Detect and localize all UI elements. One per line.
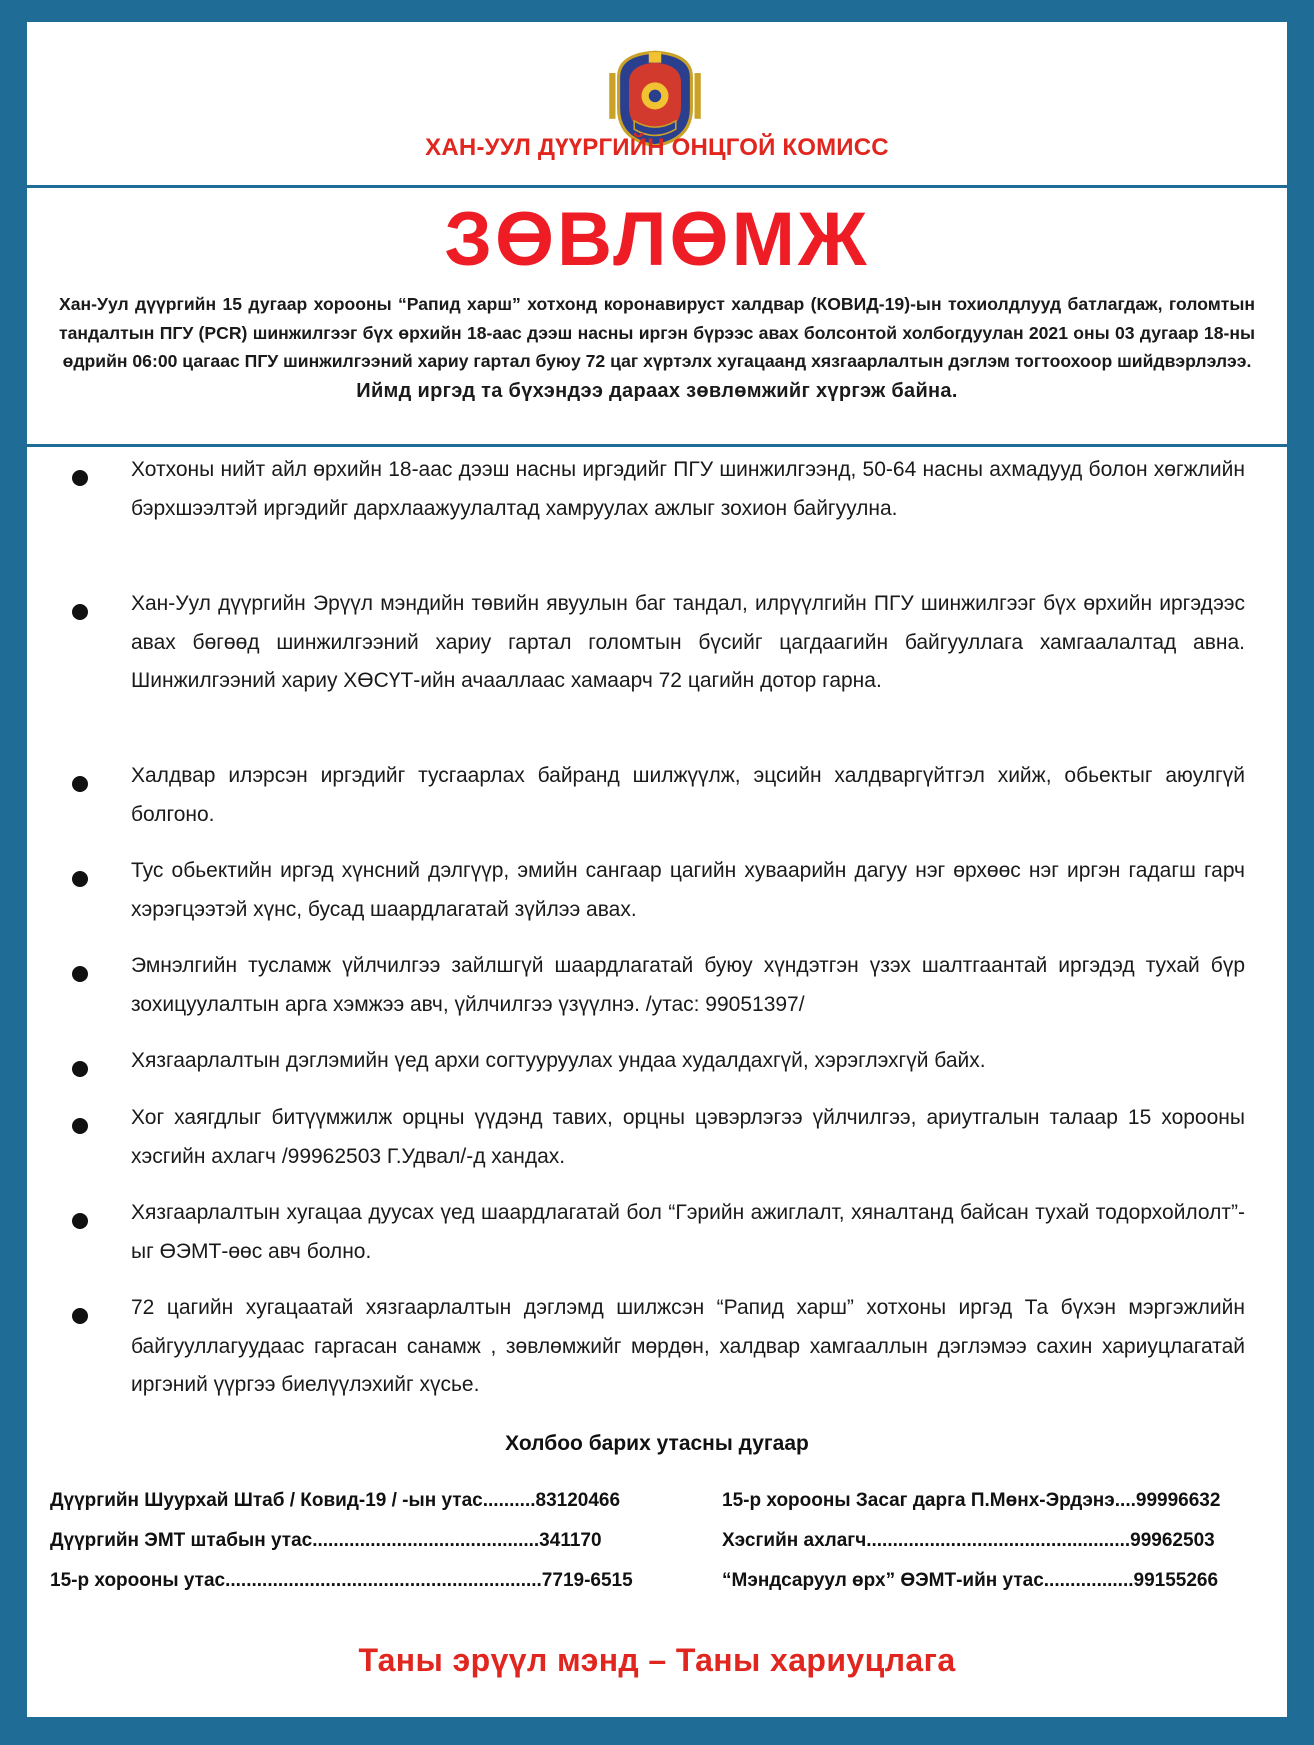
advice-text: 72 цагийн хугацаатай хязгаарлалтын дэглэмд шилжсэн “Рапид харш” хотхоны иргэд Та бүхэн мэргэжлийн байгууллагуудаас гаргасан санамж , зөвлөмжийг мөрдөн, халдвар хамгааллын дэглэмээ сахин хариуцлагатай иргэний үүргээ биелүүлэхийг хүсье. — [131, 1296, 1245, 1397]
contacts-title: Холбоо барих утасны дугаар — [505, 1432, 809, 1455]
intro-section — [27, 188, 1287, 447]
commission-name: ХАН-УУЛ ДҮҮРГИЙН ОНЦГОЙ КОМИСС — [425, 134, 889, 161]
bullet-icon — [72, 470, 88, 486]
advice-text: Халдвар илэрсэн иргэдийг тусгаарлах байранд шилжүүлж, эцсийн халдваргүйтгэл хийж, обьектыг аюулгүй болгоно. — [131, 764, 1245, 826]
bullet-icon — [72, 1308, 88, 1324]
contact-line: 15-р хорооны Засаг дарга П.Мөнх-Эрдэнэ....99996632 — [722, 1490, 1221, 1511]
bullet-icon — [72, 871, 88, 887]
contact-line: Хэсгийн ахлагч..................................................99962503 — [722, 1530, 1215, 1551]
advisory-poster — [27, 22, 1287, 1717]
advice-text: Эмнэлгийн тусламж үйлчилгээ зайлшгүй шаардлагатай буюу хүндэтгэн үзэх шалтгаантай иргэдэд тухай бүр зохицуулалтын арга хэмжээ авч, үйлчилгээ үзүүлнэ. /утас: 99051397/ — [131, 954, 1245, 1016]
bullet-icon — [72, 604, 88, 620]
poster-header — [27, 22, 1287, 188]
advice-text: Хан-Уул дүүргийн Эрүүл мэндийн төвийн явуулын баг тандал, илрүүлгийн ПГУ шинжилгээг бүх өрхийн иргэдээс авах бөгөөд шинжилгээний хариу гартал голомтын бүсийг цагдаагийн байгууллага хамгаалалтад авна. Шинжилгээний хариу ХӨСҮТ-ийн ачааллаас хамаарч 72 цагийн дотор гарна. — [131, 592, 1245, 693]
page-title: ЗӨВЛӨМЖ — [444, 197, 870, 282]
bullet-icon — [72, 1213, 88, 1229]
advice-text: Хотхоны нийт айл өрхийн 18-аас дээш насны иргэдийг ПГУ шинжилгээнд, 50-64 насны ахмадууд болон хөгжлийн бэрхшээлтэй иргэдийг дархлаажуулалтад хамруулах ажлыг зохион байгуулна. — [131, 458, 1245, 520]
bullet-icon — [72, 1118, 88, 1134]
contact-line: 15-р хорооны утас............................................................7719-6515 — [50, 1570, 633, 1591]
advice-text: Хязгаарлалтын дэглэмийн үед архи согтууруулах ундаа худалдахгүй, хэрэглэхгүй байх. — [131, 1049, 986, 1072]
advice-text: Хог хаягдлыг битүүмжилж орцны үүдэнд тавих, орцны цэвэрлэгээ үйлчилгээ, ариутгалын талаар 15 хорооны хэсгийн ахлагч /99962503 Г.Удвал/-д хандах. — [131, 1106, 1245, 1168]
slogan: Таны эрүүл мэнд – Таны хариуцлага — [358, 1642, 956, 1678]
bullet-icon — [72, 1061, 88, 1077]
bullet-icon — [72, 776, 88, 792]
contact-line: “Мэндсаруул өрх” ӨЭМТ-ийн утас.................99155266 — [722, 1570, 1219, 1591]
call-to-action: Иймд иргэд та бүхэндээ дараах зөвлөмжийг хүргэж байна. — [356, 379, 958, 402]
contact-line: Дүүргийн Шуурхай Штаб / Ковид-19 / -ын утас..........83120466 — [50, 1490, 621, 1511]
bullet-icon — [72, 966, 88, 982]
intro-paragraph: Хан-Уул дүүргийн 15 дугаар хорооны “Рапид харш” хотхонд коронавируст халдвар (КОВИД-19)-ын тохиолдлууд батлагдаж, голомтын тандалтын ПГУ (PCR) шинжилгээг бүх өрхийн 18-аас дээш насны иргэн бүрээс авах болсонтой холбогдуулан 2021 оны 03 дугаар 18-ны өдрийн 06:00 цагаас ПГУ шинжилгээний хариу гартал буюу 72 цаг хүртэлх хугацаанд хязгаарлалтын дэглэм тогтоохоор шийдвэрлэлээ. — [59, 294, 1255, 372]
contact-line: Дүүргийн ЭМТ штабын утас...........................................341170 — [50, 1530, 602, 1551]
advice-text: Тус обьектийн иргэд хүнсний дэлгүүр, эмийн сангаар цагийн хуваарийн дагуу нэг өрхөөс нэг иргэн гадагш гарч хэрэгцээтэй хүнс, бусад шаардлагатай зүйлээ авах. — [131, 859, 1245, 921]
advice-text: Хязгаарлалтын хугацаа дуусах үед шаардлагатай бол “Гэрийн ажиглалт, хяналтанд байсан тухай тодорхойлолт”-ыг ӨЭМТ-өөс авч болно. — [131, 1201, 1245, 1263]
